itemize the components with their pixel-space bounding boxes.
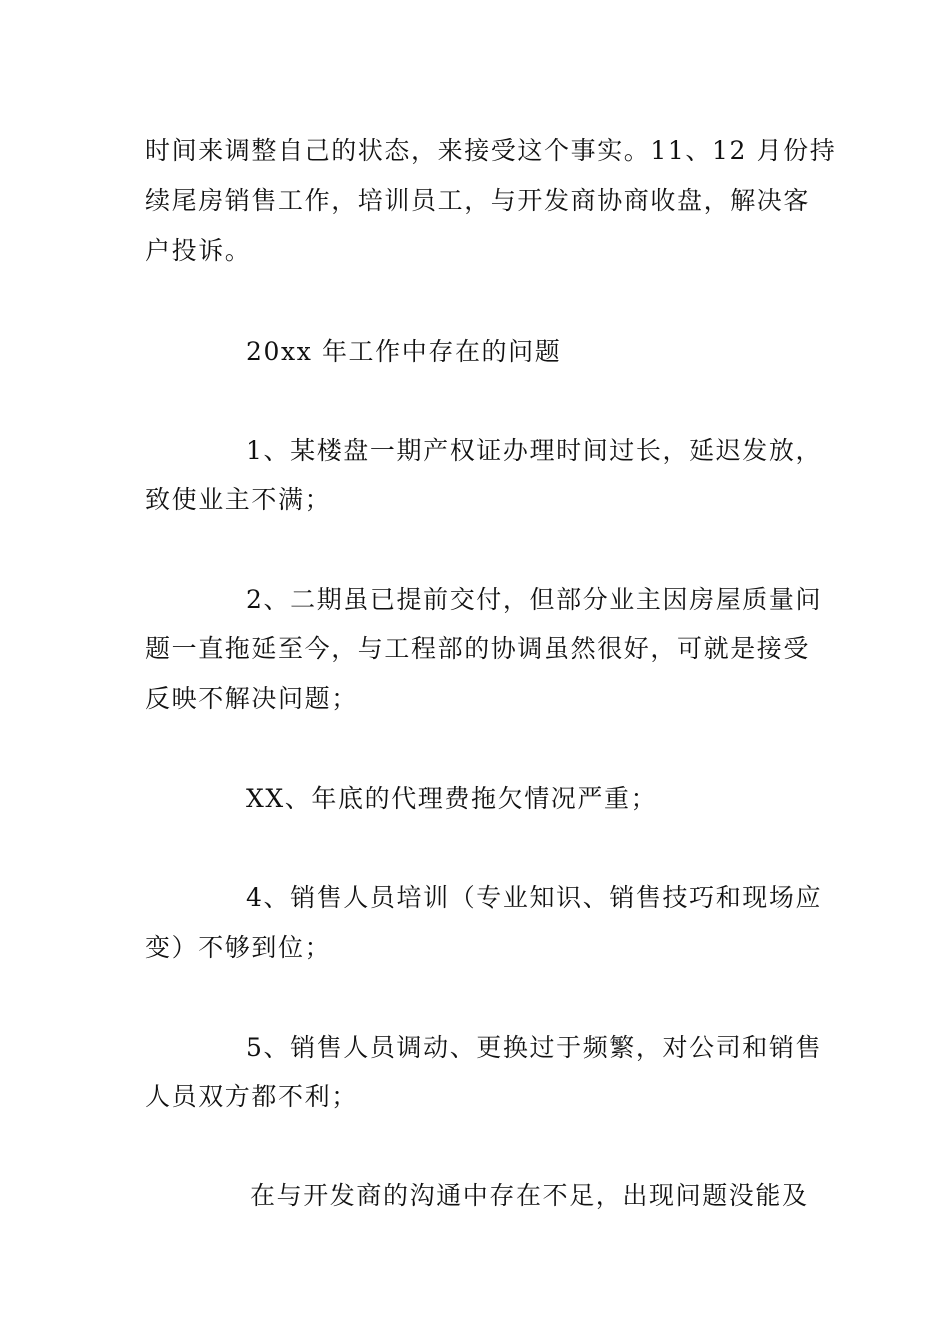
text-line: 题一直拖延至今，与工程部的协调虽然很好，可就是接受 bbox=[145, 634, 811, 663]
text-line: 户投诉。 bbox=[145, 236, 252, 265]
text-line: 2、二期虽已提前交付，但部分业主因房屋质量问 bbox=[246, 585, 823, 614]
text-line: 致使业主不满； bbox=[145, 485, 332, 514]
text-line: 在与开发商的沟通中存在不足，出现问题没能及 bbox=[250, 1181, 809, 1210]
text-line: 5、销售人员调动、更换过于频繁，对公司和销售 bbox=[246, 1033, 823, 1062]
text-line: 4、销售人员培训（专业知识、销售技巧和现场应 bbox=[246, 883, 823, 912]
text-line: XX、年底的代理费拖欠情况严重； bbox=[246, 784, 658, 813]
text-line: 反映不解决问题； bbox=[145, 684, 358, 713]
text-line: 时间来调整自己的状态，来接受这个事实。11、12 月份持 bbox=[145, 136, 837, 165]
text-line: 人员双方都不利； bbox=[145, 1082, 358, 1111]
text-line: 1、某楼盘一期产权证办理时间过长，延迟发放， bbox=[246, 436, 823, 465]
text-line: 续尾房销售工作，培训员工，与开发商协商收盘，解决客 bbox=[145, 186, 811, 215]
text-line: 变）不够到位； bbox=[145, 933, 332, 962]
section-heading: 20xx 年工作中存在的问题 bbox=[246, 337, 562, 366]
